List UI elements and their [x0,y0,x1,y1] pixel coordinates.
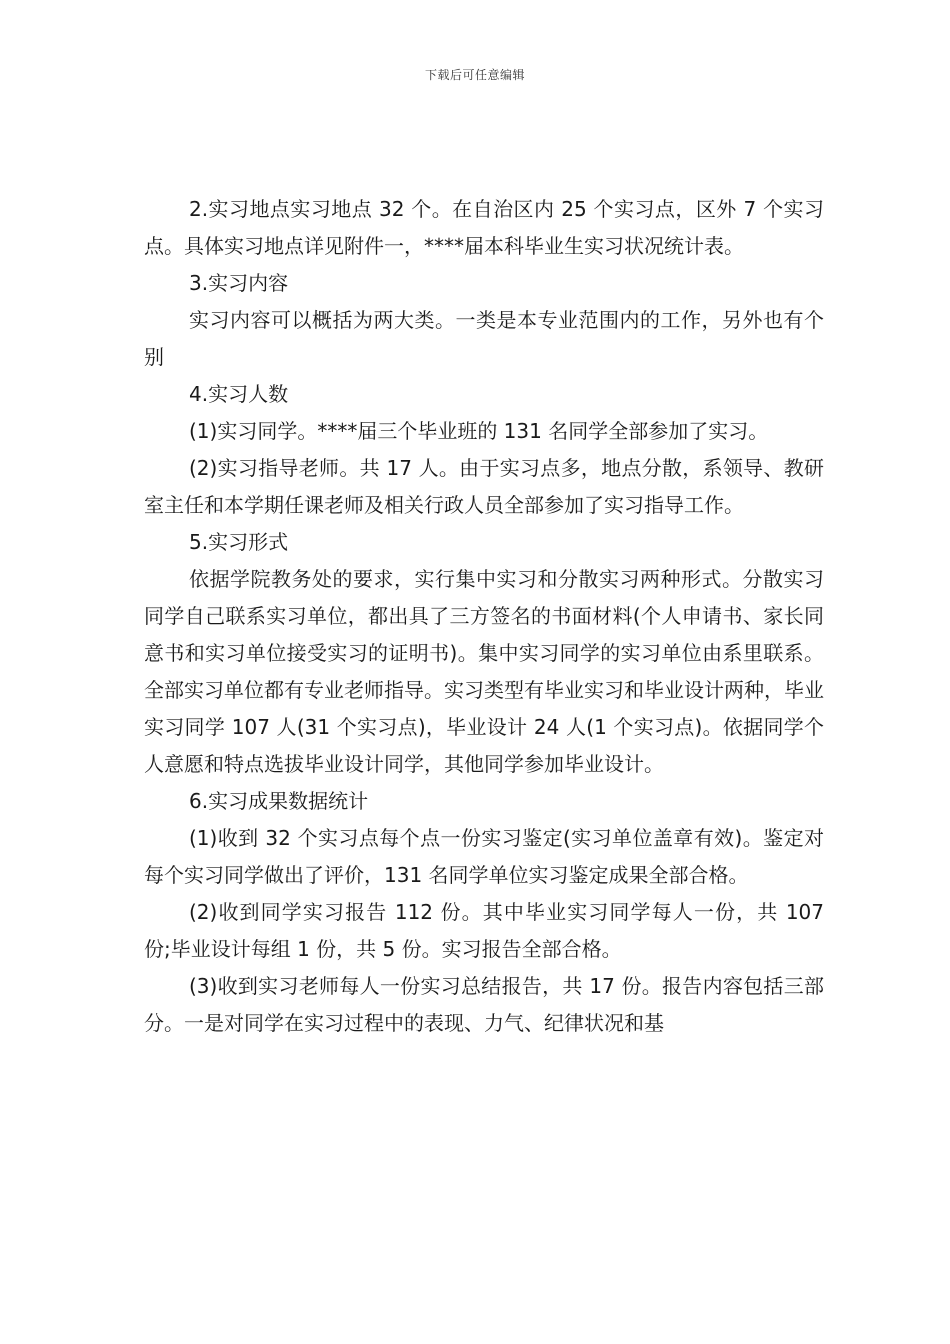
paragraph-students: (1)实习同学。****届三个毕业班的 131 名同学全部参加了实习。 [189,419,769,443]
heading-internship-headcount: 4.实习人数 [189,382,289,406]
paragraph-teacher-reports: (3)收到实习老师每人一份实习总结报告，共 17 份。报告内容包括三部分。一是对同学在实习过程中的表现、力气、纪律状况和基 [144,974,824,1035]
paragraph-appraisals: (1)收到 32 个实习点每个点一份实习鉴定(实习单位盖章有效)。鉴定对每个实习同学做出了评价，131 名同学单位实习鉴定成果全部合格。 [144,826,824,887]
page-header-note: 下载后可任意编辑 [424,68,525,82]
heading-internship-format: 5.实习形式 [189,530,289,554]
paragraph-supervisors: (2)实习指导老师。共 17 人。由于实习点多，地点分散，系领导、教研室主任和本学期任课老师及相关行政人员全部参加了实习指导工作。 [144,456,824,517]
heading-internship-content: 3.实习内容 [189,271,289,295]
paragraph-internship-content: 实习内容可以概括为两大类。一类是本专业范围内的工作，另外也有个别 [144,308,824,369]
paragraph-internship-format: 依据学院教务处的要求，实行集中实习和分散实习两种形式。分散实习同学自己联系实习单位，都出具了三方签名的书面材料(个人申请书、家长同意书和实习单位接受实习的证明书)。集中实习同学的实习单位由系里联系。全部实习单位都有专业老师指导。实习类型有毕业实习和毕业设计两种，毕业实习同学 107 人(31 个实习点)，毕业设计 24 人(1 个实习点)。依据同学个人意愿和特点选拔毕业设计同学，其他同学参加毕业设计。 [144,567,824,776]
heading-results-statistics: 6.实习成果数据统计 [189,789,369,813]
paragraph-internship-locations: 2.实习地点实习地点 32 个。在自治区内 25 个实习点，区外 7 个实习点。具体实习地点详见附件一，****届本科毕业生实习状况统计表。 [144,197,824,258]
document-body [144,191,824,1042]
paragraph-student-reports: (2)收到同学实习报告 112 份。其中毕业实习同学每人一份，共 107 份;毕业设计每组 1 份，共 5 份。实习报告全部合格。 [144,900,824,961]
